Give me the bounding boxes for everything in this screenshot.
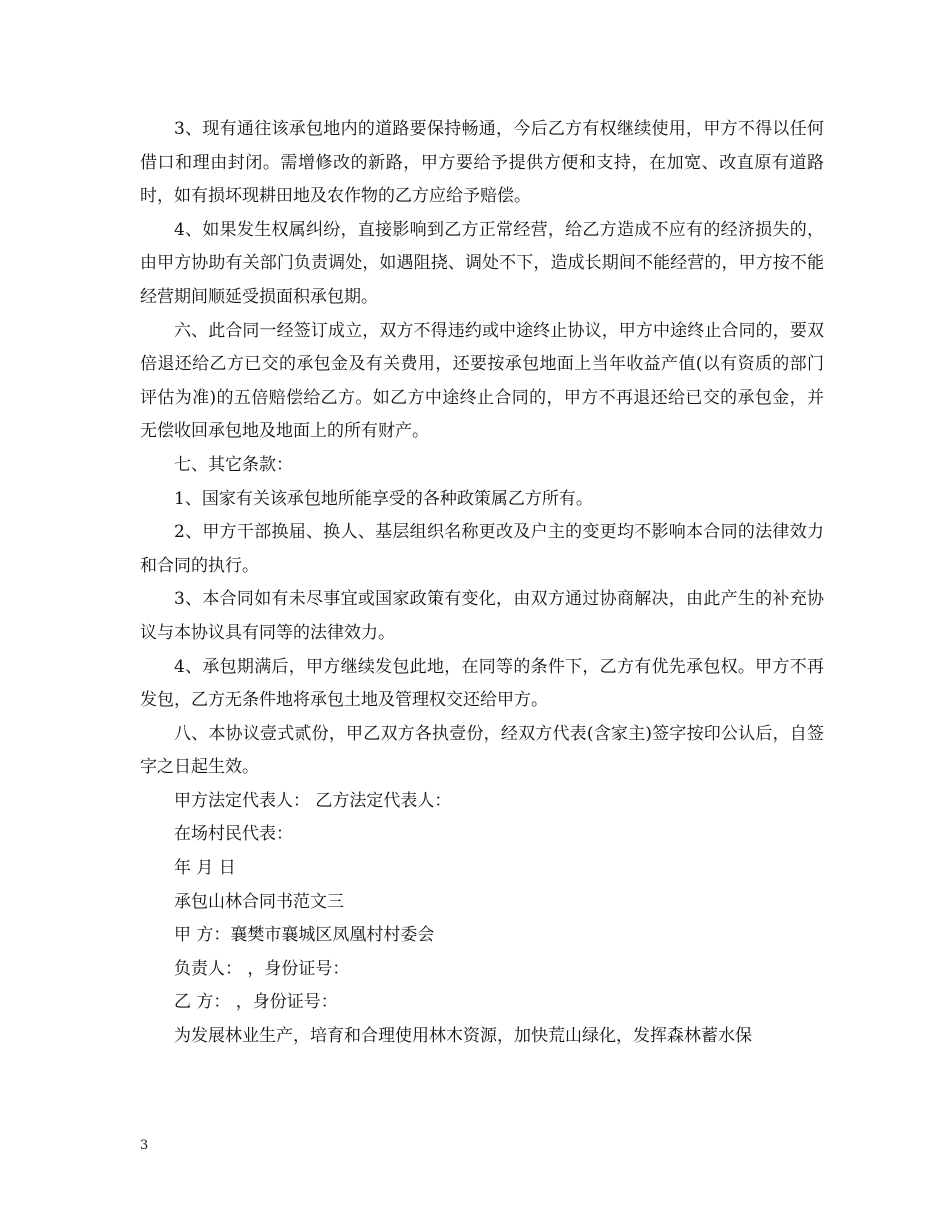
page-number: 3 bbox=[140, 1138, 149, 1153]
preamble-paragraph: 为发展林业生产，培育和合理使用林木资源，加快荒山绿化，发挥森林蓄水保 bbox=[174, 1026, 752, 1047]
other-term-4: 4、承包期满后，甲方继续发包此地，在同等的条件下，乙方有优先承包权。甲方不再发包，乙方无条件地将承包土地及管理权交还给甲方。 bbox=[140, 656, 824, 711]
section-other-terms-heading: 七、其它条款： bbox=[174, 454, 293, 475]
clause-copies-effective: 八、本协议壹式贰份，甲乙双方各执壹份，经双方代表(含家主)签字按印公认后，自签字之日起生效。 bbox=[140, 723, 824, 778]
party-b-line: 乙 方： ，身份证号： bbox=[174, 992, 338, 1013]
clause-road-access: 3、现有通往该承包地内的道路要保持畅通，今后乙方有权继续使用，甲方不得以任何借口和理由封闭。需增修改的新路，甲方要给予提供方便和支持，在加宽、改直原有道路时，如有损坏现耕田地及农作物的乙方应给予赔偿。 bbox=[140, 119, 824, 207]
contract-title-three: 承包山林合同书范文三 bbox=[174, 891, 344, 912]
document-body bbox=[140, 113, 824, 1054]
other-term-2: 2、甲方干部换届、换人、基层组织名称更改及户主的变更均不影响本合同的法律效力和合同的执行。 bbox=[140, 522, 824, 576]
other-term-1: 1、国家有关该承包地所能享受的各种政策属乙方所有。 bbox=[174, 488, 593, 509]
signature-date: 年 月 日 bbox=[174, 858, 236, 879]
clause-ownership-dispute: 4、如果发生权属纠纷，直接影响到乙方正常经营，给乙方造成不应有的经济损失的，由甲方协助有关部门负责调处，如遇阻挠、调处不下，造成长期间不能经营的，甲方按不能经营期间顺延受损面积承包期。 bbox=[140, 219, 824, 307]
other-term-3: 3、本合同如有未尽事宜或国家政策有变化，由双方通过协商解决，由此产生的补充协议与本协议具有同等的法律效力。 bbox=[140, 589, 824, 643]
clause-termination: 六、此合同一经签订成立，双方不得违约或中途终止协议，甲方中途终止合同的，要双倍退还给乙方已交的承包金及有关费用，还要按承包地面上当年收益产值(以有资质的部门评估为准)的五倍赔偿给乙方。如乙方中途终止合同的，甲方不再退还给已交的承包金，并无偿收回承包地及地面上的所有财产。 bbox=[140, 320, 824, 442]
signature-villager-rep: 在场村民代表： bbox=[174, 824, 293, 845]
signature-representatives: 甲方法定代表人： 乙方法定代表人： bbox=[174, 790, 452, 811]
party-a-line: 甲 方：襄樊市襄城区凤凰村村委会 bbox=[174, 925, 435, 946]
responsible-person-line: 负责人： ，身份证号： bbox=[174, 958, 350, 979]
